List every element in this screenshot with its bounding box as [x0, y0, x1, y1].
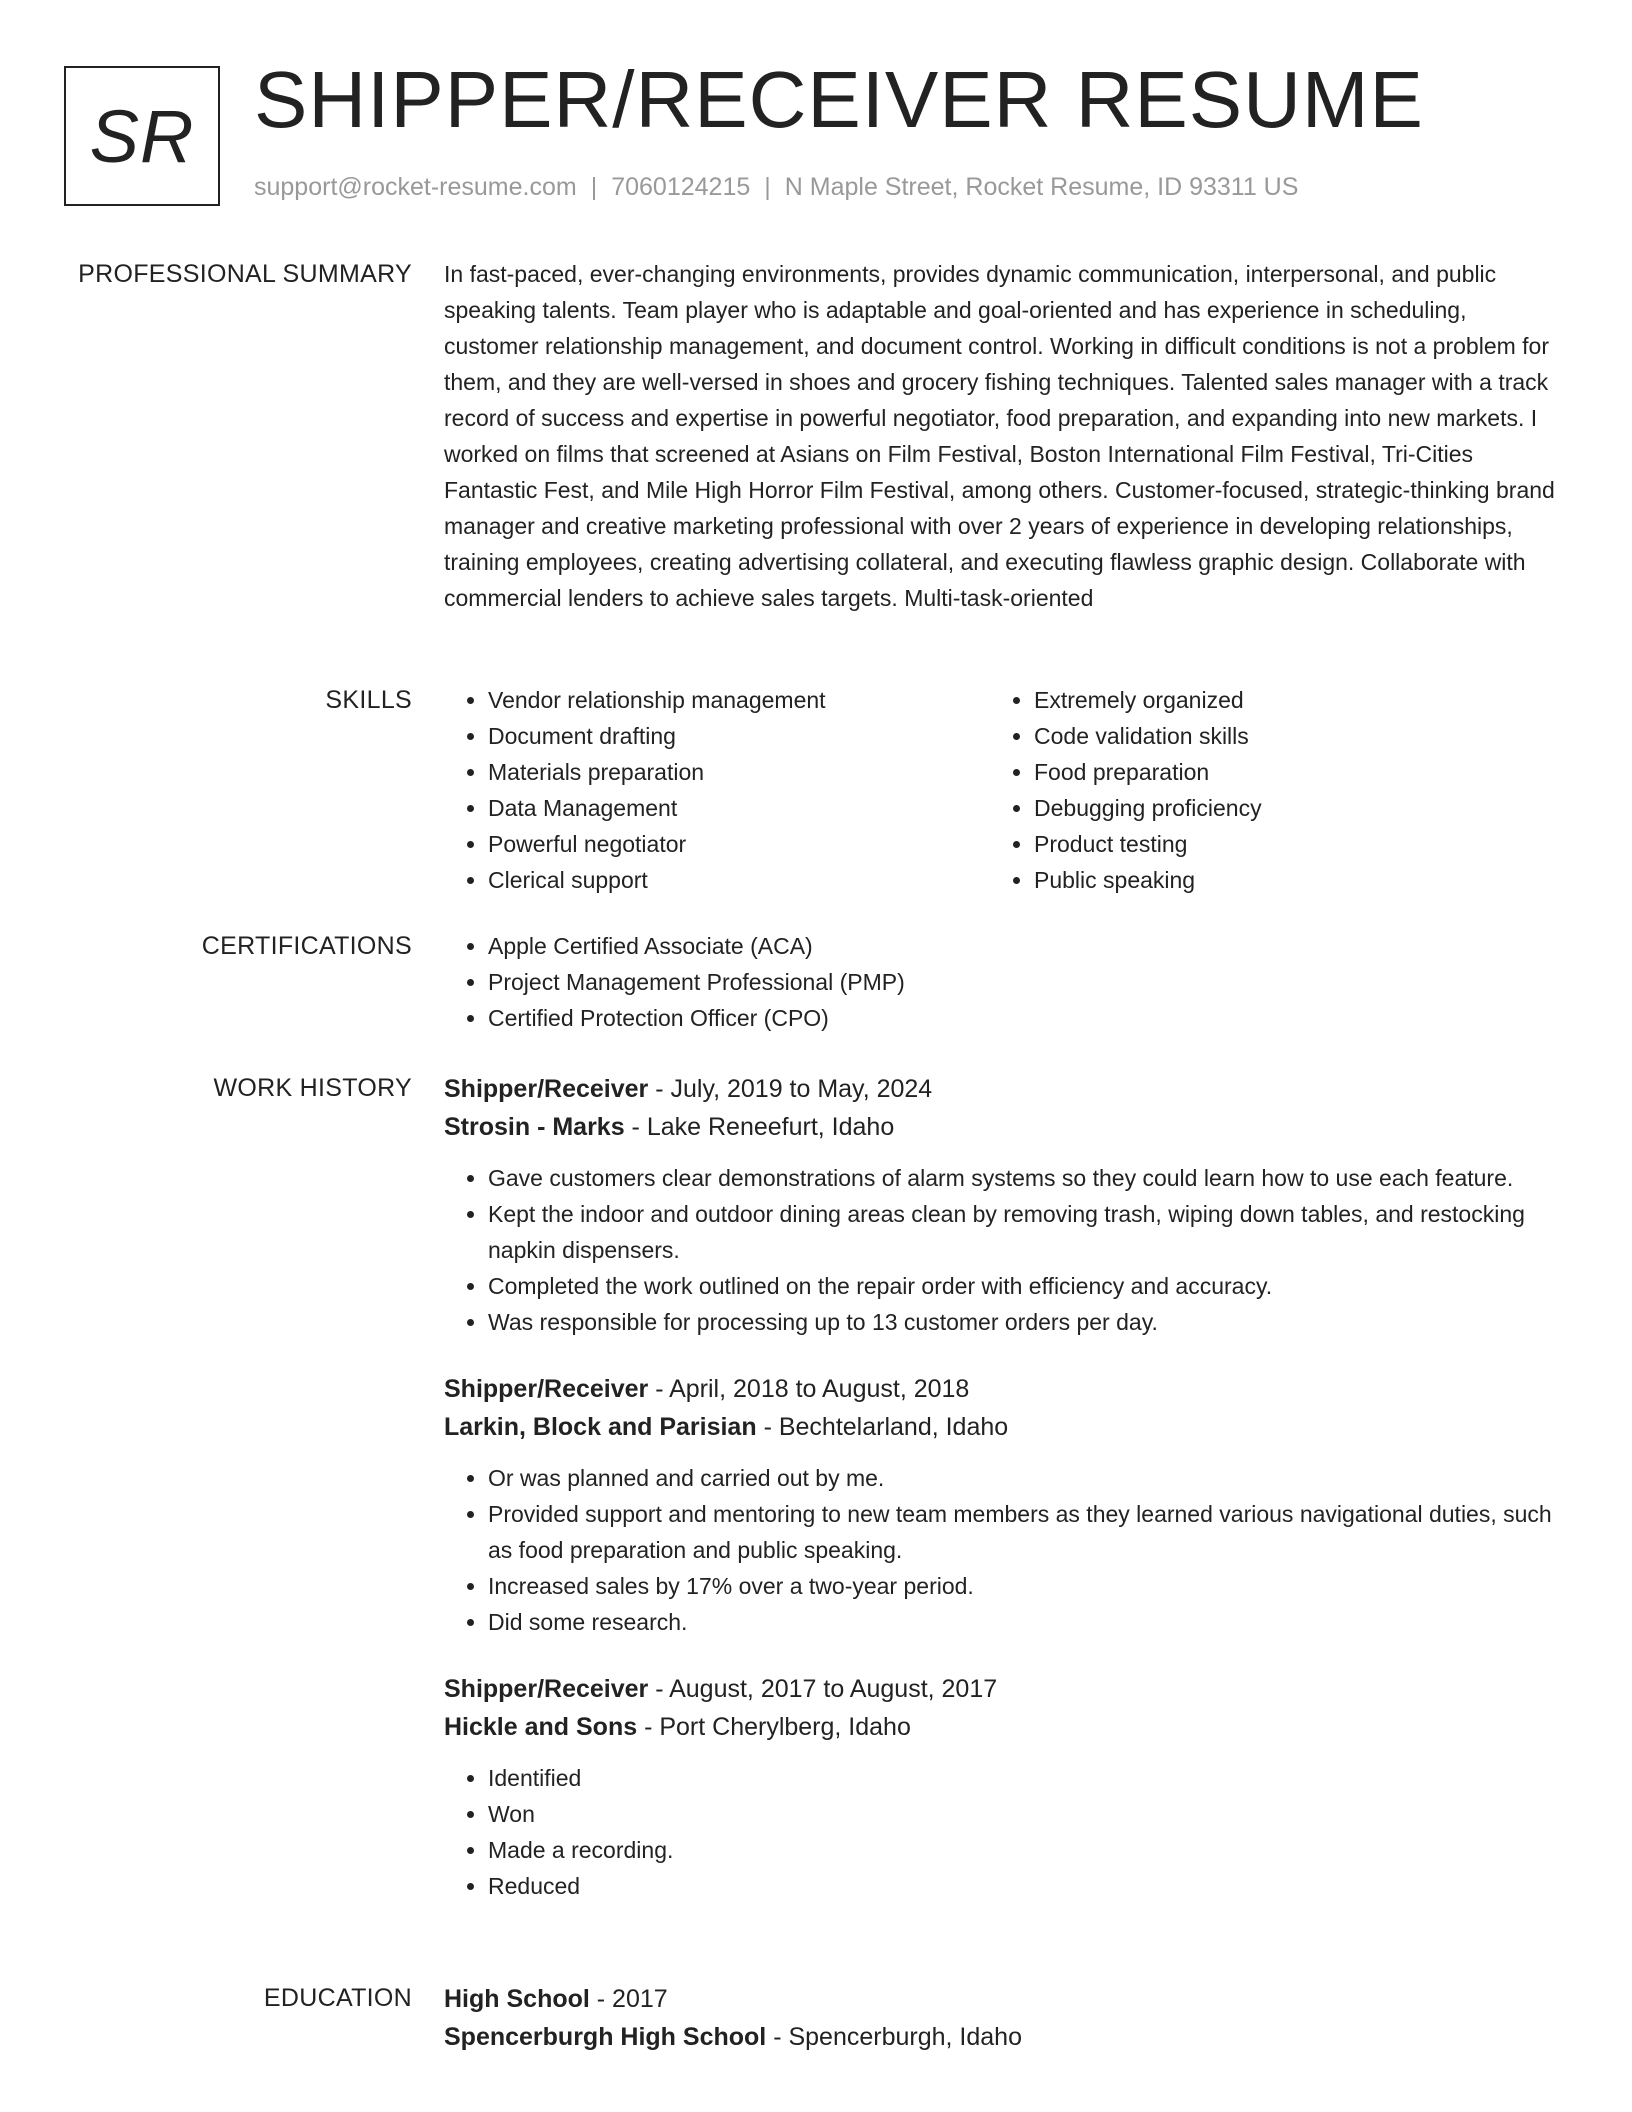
contact-phone: 7060124215 — [611, 173, 751, 201]
skill-item: • Extremely organized — [1034, 682, 1536, 718]
job-bullet: • Gave customers clear demonstrations of alarm systems so they could learn how to use each feature. — [488, 1160, 1560, 1196]
education-school: Spencerburgh High School — [444, 2023, 767, 2051]
job-bullet: • Identified — [488, 1760, 1560, 1796]
education-year: - 2017 — [589, 1985, 668, 2013]
job-bullets — [444, 1760, 1560, 1904]
education-location: - Spencerburgh, Idaho — [766, 2023, 1022, 2051]
job-title: Shipper/Receiver — [444, 1375, 649, 1403]
skill-item: • Materials preparation — [488, 754, 990, 790]
job-title: Shipper/Receiver — [444, 1075, 649, 1103]
job-bullet: • Won — [488, 1796, 1560, 1832]
job-company-line — [444, 1108, 1560, 1146]
certification-item: • Certified Protection Officer (CPO) — [488, 1000, 1560, 1036]
job-company-line — [444, 1408, 1560, 1446]
skills-label: SKILLS — [325, 686, 412, 714]
job-bullets — [444, 1160, 1560, 1340]
job-bullet: • Made a recording. — [488, 1832, 1560, 1868]
education-body — [444, 1980, 1560, 2056]
skill-item: • Code validation skills — [1034, 718, 1536, 754]
contact-address: N Maple Street, Rocket Resume, ID 93311 US — [784, 173, 1299, 201]
contact-email: support@rocket-resume.com — [254, 173, 577, 201]
job-title-line — [444, 1070, 1560, 1108]
job-entry — [444, 1070, 1560, 1340]
job-company: Hickle and Sons — [444, 1713, 638, 1741]
job-location: - Bechtelarland, Idaho — [756, 1413, 1009, 1441]
job-bullet: • Kept the indoor and outdoor dining areas clean by removing trash, wiping down tables, and restocking napkin dispensers. — [488, 1196, 1560, 1268]
job-company-line — [444, 1708, 1560, 1746]
certifications-label: CERTIFICATIONS — [201, 932, 412, 960]
education-degree-line — [444, 1980, 1560, 2018]
education-label: EDUCATION — [263, 1984, 412, 2012]
job-entry — [444, 1670, 1560, 1904]
job-location: - Lake Reneefurt, Idaho — [624, 1113, 895, 1141]
initials-text: SR — [89, 94, 195, 178]
skill-item: • Powerful negotiator — [488, 826, 990, 862]
job-bullet: • Provided support and mentoring to new team members as they learned various navigational duties, such as food preparation and public speaking. — [488, 1496, 1560, 1568]
skill-item: • Debugging proficiency — [1034, 790, 1536, 826]
job-location: - Port Cherylberg, Idaho — [637, 1713, 911, 1741]
contact-line — [254, 173, 1298, 202]
contact-separator: | — [764, 173, 771, 201]
job-company: Strosin - Marks — [444, 1113, 625, 1141]
skill-item: • Document drafting — [488, 718, 990, 754]
job-company: Larkin, Block and Parisian — [444, 1413, 757, 1441]
job-dates: - July, 2019 to May, 2024 — [648, 1075, 933, 1103]
job-bullet: • Reduced — [488, 1868, 1560, 1904]
job-bullet: • Was responsible for processing up to 13 customer orders per day. — [488, 1304, 1560, 1340]
job-dates: - April, 2018 to August, 2018 — [648, 1375, 970, 1403]
job-bullet: • Or was planned and carried out by me. — [488, 1460, 1560, 1496]
education-degree: High School — [444, 1985, 590, 2013]
job-bullet: • Increased sales by 17% over a two-year period. — [488, 1568, 1560, 1604]
skill-item: • Public speaking — [1034, 862, 1536, 898]
skill-item: • Food preparation — [1034, 754, 1536, 790]
work-history-label: WORK HISTORY — [213, 1074, 412, 1102]
skill-item: • Product testing — [1034, 826, 1536, 862]
skill-item: • Vendor relationship management — [488, 682, 990, 718]
skills-column-right — [990, 682, 1536, 898]
summary-body — [444, 256, 1560, 616]
education-school-line — [444, 2018, 1560, 2056]
resume-title: SHIPPER/RECEIVER RESUME — [254, 55, 1424, 144]
skills-column-left — [444, 682, 990, 898]
certifications-body — [444, 928, 1560, 1036]
job-bullet: • Completed the work outlined on the repair order with efficiency and accuracy. — [488, 1268, 1560, 1304]
job-title-line — [444, 1370, 1560, 1408]
job-title-line — [444, 1670, 1560, 1708]
job-bullet: • Did some research. — [488, 1604, 1560, 1640]
skill-item: • Data Management — [488, 790, 990, 826]
job-dates: - August, 2017 to August, 2017 — [648, 1675, 998, 1703]
summary-text: In fast-paced, ever-changing environments, provides dynamic communication, interpersonal, and public speaking talents. Team player who is adaptable and goal-oriented and has experience in scheduling, customer relationship management, and document control. Working in difficult conditions is not a problem for them, and they are well-versed in shoes and grocery fishing techniques. Talented sales manager with a track record of success and expertise in powerful negotiator, food preparation, and expanding into new markets. I worked on films that screened at Asians on Film Festival, Boston International Film Festival, Tri-Cities Fantastic Fest, and Mile High Horror Film Festival, among others. Customer-focused, strategic-thinking brand manager and creative marketing professional with over 2 years of experience in developing relationships, training employees, creating advertising collateral, and executing flawless graphic design. Collaborate with commercial lenders to achieve sales targets. Multi-task-oriented — [444, 261, 1555, 611]
summary-label: PROFESSIONAL SUMMARY — [78, 260, 412, 288]
job-bullets — [444, 1460, 1560, 1640]
initials-monogram — [64, 66, 220, 206]
contact-separator: | — [590, 173, 598, 201]
skill-item: • Clerical support — [488, 862, 990, 898]
skills-body — [444, 682, 1560, 898]
job-title: Shipper/Receiver — [444, 1675, 649, 1703]
job-entry — [444, 1370, 1560, 1640]
certification-item: • Apple Certified Associate (ACA) — [488, 928, 1560, 964]
work-history-body — [444, 1070, 1560, 1904]
certification-item: • Project Management Professional (PMP) — [488, 964, 1560, 1000]
